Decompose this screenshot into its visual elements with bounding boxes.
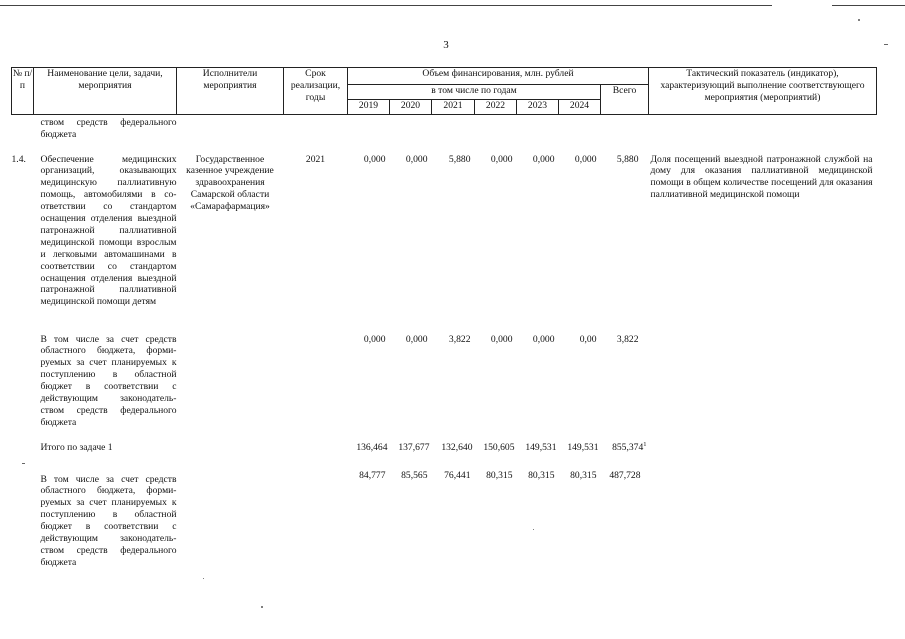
row-name: ством средств федерального бюджета [40,117,177,140]
scan-speck [261,606,263,608]
row-value [348,115,390,152]
header-total: Всего [601,85,649,115]
row-value: 84,777 [359,469,386,481]
row-no: 1.4. [11,153,26,165]
header-year: 2024 [559,100,601,115]
row-value: 149,531 [525,441,557,453]
header-name: Наименование цели, задачи, мероприятия [34,68,177,115]
row-value: 0,000 [574,153,597,165]
row-term [284,439,348,470]
row-no [12,115,34,152]
row-no [12,439,34,470]
row-term [284,470,348,580]
row-total: 487,728 [609,469,641,481]
table-row [12,439,877,470]
header-year: 2019 [348,100,390,115]
scan-speck [533,529,534,530]
row-total [601,439,649,470]
table-row [12,115,877,152]
footnote-mark: 1 [643,440,647,448]
header-term: Срок реализации, годы [284,68,348,115]
row-value: 0,000 [490,153,513,165]
header-year: 2023 [517,100,559,115]
row-executor [177,439,284,470]
row-value [390,115,432,152]
row-value: 0,000 [405,153,428,165]
header-executors: Исполнители мероприятия [177,68,284,115]
row-value: 0,00 [579,333,597,345]
row-executor [177,334,284,439]
scan-speck [884,44,888,45]
row-total-value: 855,374 [612,441,644,453]
row-value [475,115,517,152]
table-row [12,470,877,580]
row-term [284,334,348,439]
row-value: 80,315 [528,469,555,481]
program-table [11,67,877,580]
row-value: 0,000 [363,333,386,345]
row-value: 137,677 [398,441,430,453]
row-total [601,115,649,152]
row-value: 0,000 [363,153,386,165]
scan-speck [22,463,25,464]
row-total: 3,822 [616,333,639,345]
row-value: 80,315 [486,469,513,481]
header-no: № п/п [12,68,34,115]
row-value: 3,822 [448,333,471,345]
row-executor [177,470,284,580]
row-value: 132,640 [441,441,473,453]
row-value: 76,441 [444,469,471,481]
row-indicator [649,334,877,439]
row-name: В том числе за счет средств областного бюджета, формируемых за счет планируемых к поступлению в областной бюджет в соответствии с действующим законодательством средств федерального бюджета [40,333,177,428]
row-value [559,115,601,152]
row-value [432,115,475,152]
header-finance: Объем финансирования, млн. рублей [348,68,649,85]
row-value: 150,605 [483,441,515,453]
row-indicator [649,470,877,580]
page-number: 3 [443,39,449,51]
row-name: Итого по задаче 1 [40,441,113,453]
scan-speck [203,578,204,579]
row-value: 0,000 [532,333,555,345]
header-by-years: в том числе по годам [348,85,601,100]
row-value: 80,315 [570,469,597,481]
row-total: 5,880 [616,153,639,165]
row-term [284,115,348,152]
header-year: 2022 [475,100,517,115]
table-row [12,152,877,334]
row-no [12,470,34,580]
row-value: 0,000 [490,333,513,345]
row-value: 85,565 [401,469,428,481]
row-value: 136,464 [356,441,388,453]
header-indicator: Тактический показатель (индикатор), характеризующий выполнение соответствующего мероприятия (мероприятий) [649,68,877,115]
row-name: Обеспечение медицинских организаций, оказывающих медицинскую паллиативную помощь, автомобилями в соответствии со стандартом оснащения отделения выездной патронажной паллиативной медицинской помощи взрослым и легковыми автомашинами в соответствии со стандартом оснащения отделения выездной патронажной паллиативной медицинской помощи детям [40,153,177,308]
row-value: 0,000 [532,153,555,165]
row-indicator [649,115,877,152]
row-term: 2021 [305,153,326,165]
row-indicator [649,439,877,470]
header-year: 2020 [390,100,432,115]
row-name: В том числе за счет средств областного бюджета, формируемых за счет планируемых к поступлению в областной бюджет в соответствии с действующим законодательством средств федерального бюджета [40,473,177,568]
row-no [12,334,34,439]
table-row [12,334,877,439]
row-value [517,115,559,152]
page-top-line [0,5,905,6]
row-value: 149,531 [567,441,599,453]
row-indicator: Доля посещений выездной патронажной службой на дому для оказания паллиативной медицинской помощи в общем количестве посещений для оказания паллиативной медицинской помощи [650,153,873,201]
row-value: 0,000 [405,333,428,345]
page-top-line-gap [772,3,832,7]
row-executor: Государственное казенное учреждение здравоохранения Самарской области «Самарафармация» [186,153,274,213]
header-year: 2021 [432,100,475,115]
scan-speck [858,19,860,21]
row-executor [177,115,284,152]
row-value: 5,880 [448,153,471,165]
